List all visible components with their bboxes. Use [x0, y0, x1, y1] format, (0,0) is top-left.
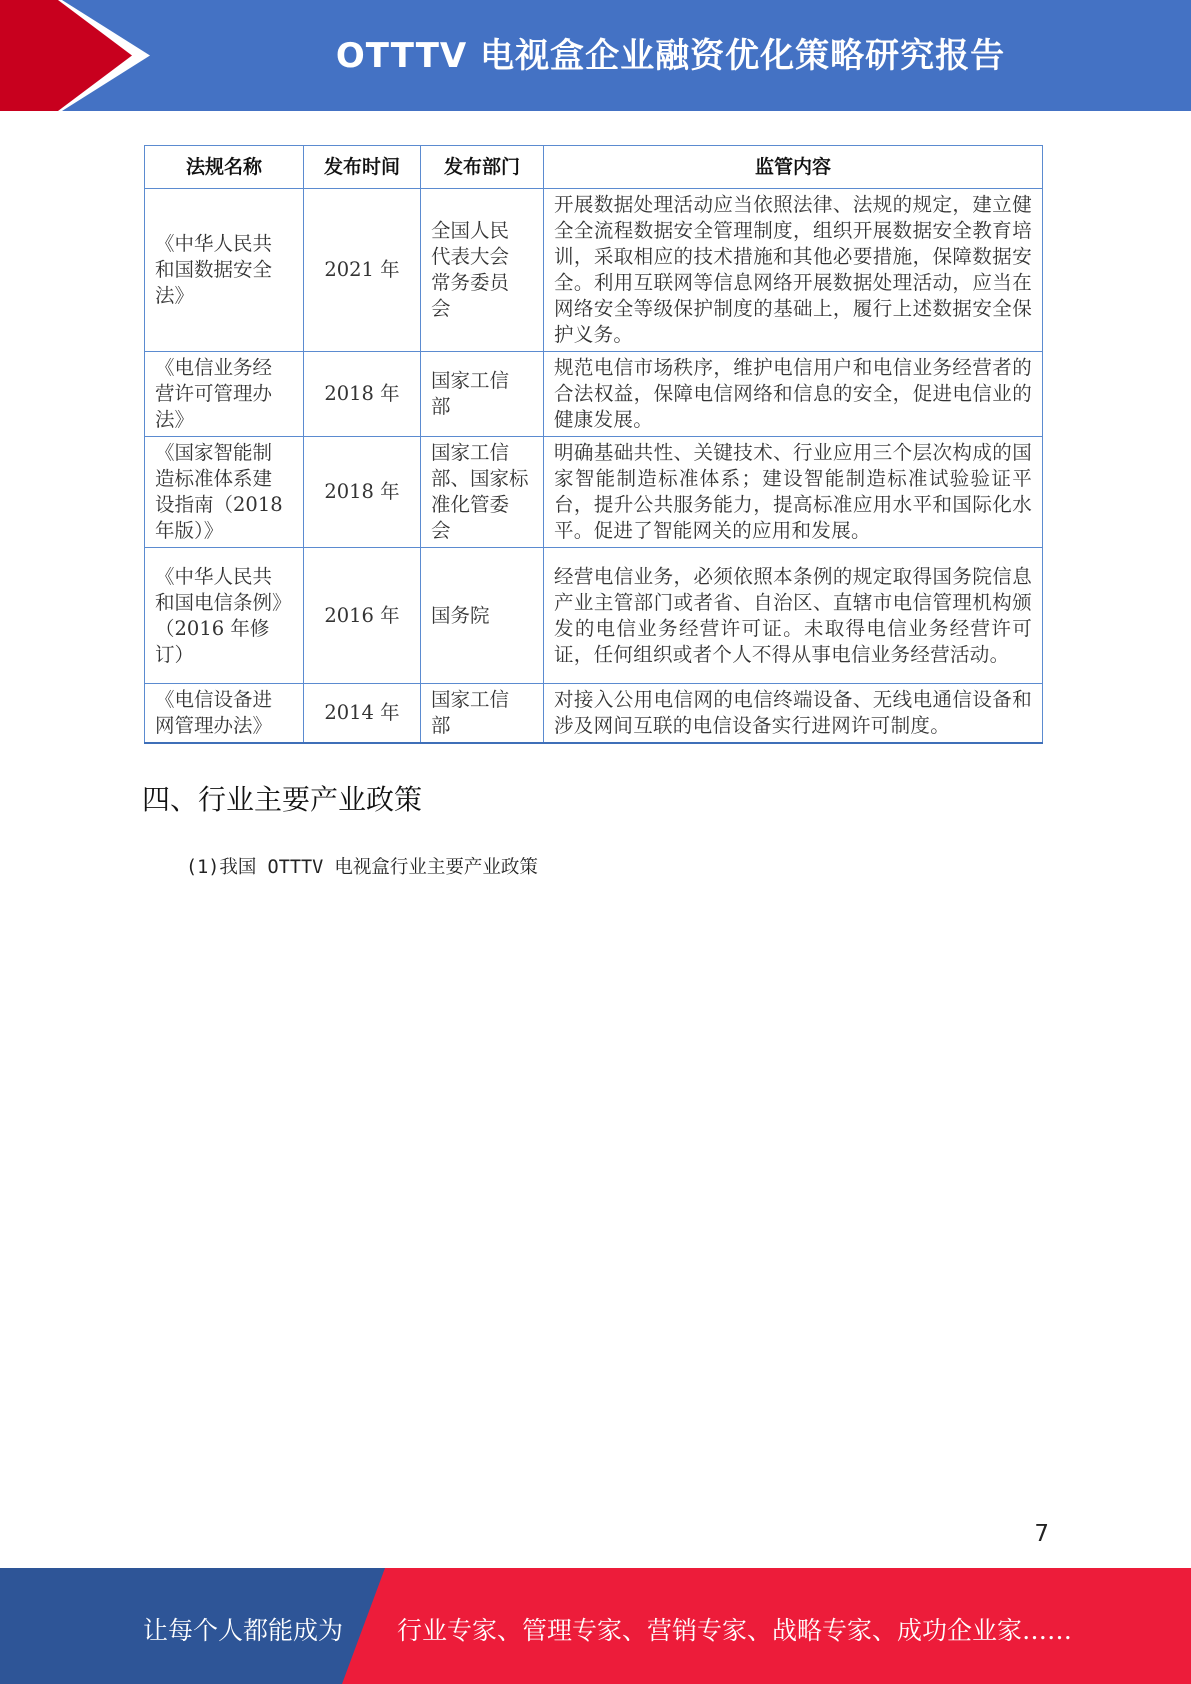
section-heading: 四、行业主要产业政策: [142, 783, 423, 816]
publish-department: 国家工信 部: [421, 352, 544, 437]
table-row: [145, 352, 1043, 437]
header-regulatory-content: 监管内容: [544, 146, 1043, 189]
header-arrow-icon: [0, 0, 150, 111]
publish-date: 2014 年: [304, 684, 421, 744]
regulatory-content: 经营电信业务，必须依照本条例的规定取得国务院信息产业主管部门或者省、自治区、直辖市电信管理机构颁发的电信业务经营许可证。未取得电信业务经营许可证，任何组织或者个人不得从事电信业务经营活动。: [544, 548, 1043, 684]
sub-heading: (1)我国 OTTTV 电视盒行业主要产业政策: [186, 857, 538, 878]
footer-slogan-left: 让每个人都能成为: [143, 1616, 344, 1645]
footer-band: [0, 1568, 1191, 1684]
regulatory-content: 规范电信市场秩序，维护电信用户和电信业务经营者的合法权益，保障电信网络和信息的安全，促进电信业的健康发展。: [544, 352, 1043, 437]
header-publish-date: 发布时间: [304, 146, 421, 189]
publish-date: 2018 年: [304, 352, 421, 437]
regulatory-content: 明确基础共性、关键技术、行业应用三个层次构成的国家智能制造标准体系；建设智能制造标准试验验证平台，提升公共服务能力，提高标准应用水平和国际化水平。促进了智能网关的应用和发展。: [544, 437, 1043, 548]
publish-department: 国务院: [421, 548, 544, 684]
publish-department: 国家工信 部: [421, 684, 544, 744]
table-row: [145, 189, 1043, 352]
table-row: [145, 684, 1043, 744]
table-row: [145, 437, 1043, 548]
regulation-name: 《电信设备进 网管理办法》: [145, 684, 304, 744]
header-regulation-name: 法规名称: [145, 146, 304, 189]
regulations-table: [144, 145, 1043, 744]
table-header-row: [145, 146, 1043, 189]
header-publish-department: 发布部门: [421, 146, 544, 189]
header-band: [0, 0, 1191, 111]
document-title: OTTTV 电视盒企业融资优化策略研究报告: [335, 36, 1006, 76]
regulatory-content: 开展数据处理活动应当依照法律、法规的规定，建立健全全流程数据安全管理制度，组织开展数据安全教育培训，采取相应的技术措施和其他必要措施，保障数据安全。利用互联网等信息网络开展数据处理活动，应当在网络安全等级保护制度的基础上，履行上述数据安全保护义务。: [544, 189, 1043, 352]
page-number: 7: [1034, 1521, 1049, 1547]
regulatory-content: 对接入公用电信网的电信终端设备、无线电通信设备和涉及网间互联的电信设备实行进网许可制度。: [544, 684, 1043, 744]
publish-department: 国家工信 部、国家标 准化管委 会: [421, 437, 544, 548]
publish-date: 2021 年: [304, 189, 421, 352]
footer-slogan-right: 行业专家、管理专家、营销专家、战略专家、成功企业家……: [397, 1616, 1073, 1645]
regulation-name: 《电信业务经 营许可管理办 法》: [145, 352, 304, 437]
regulation-name: 《中华人民共 和国电信条例》 （2016 年修 订）: [145, 548, 304, 684]
regulation-name: 《中华人民共 和国数据安全 法》: [145, 189, 304, 352]
publish-date: 2018 年: [304, 437, 421, 548]
publish-department: 全国人民 代表大会 常务委员 会: [421, 189, 544, 352]
publish-date: 2016 年: [304, 548, 421, 684]
regulation-name: 《国家智能制 造标准体系建 设指南（2018 年版）》: [145, 437, 304, 548]
table-row: [145, 548, 1043, 684]
